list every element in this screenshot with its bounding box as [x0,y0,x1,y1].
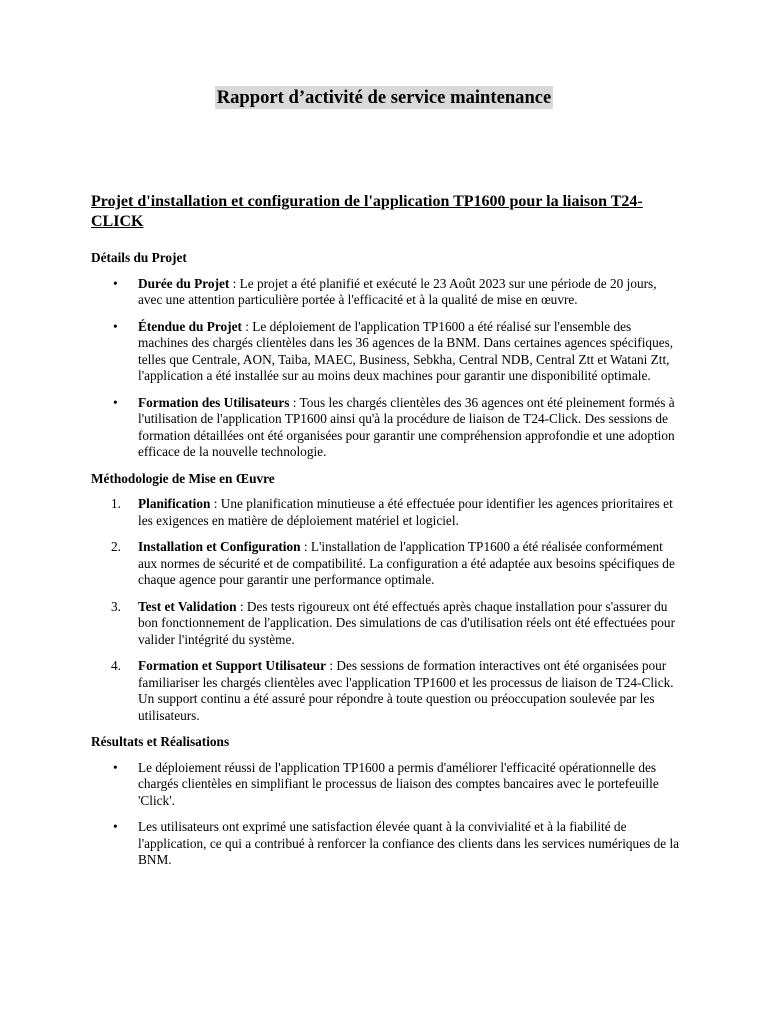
section-heading-results: Résultats et Réalisations [91,734,230,749]
item-label: Formation des Utilisateurs [138,394,290,410]
bullet-icon: • [113,318,118,334]
list-item [91,539,681,589]
results-list [91,760,681,869]
item-text: : Des tests rigoureux ont été effectués après chaque installation pour s'assurer du bon fonctionnement de l'application. Des simulations de cas d'utilisation réels ont été effectuées pour valider l'intégrité du système. [138,598,676,647]
item-label: Installation et Configuration [138,539,301,554]
item-label: Étendue du Projet [138,318,242,334]
project-title: Projet d'installation et configuration de l'application TP1600 pour la liaison T24-CLICK [91,193,643,230]
item-text: : Le déploiement de l'application TP1600 a été réalisé sur l'ensemble des machines des chargés clientèles dans les 36 agences de la BNM. Dans certaines agences spécifiques, telles que Centrale, AON, Taiba, MAEC, Business, Sebkha, Central NDB, Central Ztt et Watani Ztt, l'application a été installée sur au moins deux machines pour garantir une disponibilité optimale. [138,318,674,383]
item-number: 2. [111,539,121,554]
list-item [91,760,681,810]
list-item [91,276,681,309]
item-text: : L'installation de l'application TP1600 a été réalisée conformément aux normes de sécurité et de compatibilité. La configuration a été adaptée aux besoins spécifiques de chaque agence pour garantir une performance optimale. [138,539,675,587]
list-item [91,319,681,385]
bullet-icon: • [113,759,118,775]
details-list [91,276,681,461]
document-content [91,192,681,879]
item-number: 4. [111,658,121,673]
item-number: 1. [111,496,121,511]
item-text: Les utilisateurs ont exprimé une satisfaction élevée quant à la convivialité et à la fiabilité de l'application, ce qui a contribué à renforcer la confiance des clients dans les services numériques de la BNM. [138,819,680,867]
item-label: Formation et Support Utilisateur [138,658,326,673]
item-label: Planification [138,496,211,511]
section-heading-details: Détails du Projet [91,250,187,265]
bullet-icon: • [113,394,118,410]
list-item [91,395,681,461]
bullet-icon: • [113,819,118,834]
list-item [91,599,681,649]
item-text: : Le projet a été planifié et exécuté le 23 Août 2023 sur une période de 20 jours, avec une attention particulière portée à l'efficacité et à la qualité de mise en œuvre. [138,275,657,307]
item-text: : Tous les chargés clientèles des 36 agences ont été pleinement formés à l'utilisation de l'application TP1600 ainsi qu'à la procédure de liaison de T24-Click. Des sessions de formation détaillées ont été organisées pour garantir une compréhension approfondie et une adoption efficace de la nouvelle technologie. [138,394,675,459]
list-item [91,819,681,869]
item-text: : Une planification minutieuse a été effectuée pour identifier les agences prioritaires et les exigences en matière de déploiement matériel et logiciel. [138,496,673,528]
item-text: Le déploiement réussi de l'application TP1600 a permis d'améliorer l'efficacité opérationnelle des chargés clientèles en simplifiant le processus de liaison des comptes bancaires avec le portefeuille 'Click'. [138,759,659,808]
bullet-icon: • [113,275,118,291]
methodology-list [91,496,681,724]
title-container [0,86,768,109]
item-number: 3. [111,598,121,614]
list-item [91,658,681,724]
list-item [91,496,681,529]
item-text: : Des sessions de formation interactives ont été organisées pour familiariser les chargés clientèles avec l'application TP1600 et les processus de liaison de T24-Click. Un support continu a été assuré pour répondre à toute question ou préoccupation soulevée par les utilisateurs. [138,658,674,723]
item-label: Test et Validation [138,598,237,614]
section-heading-methodology: Méthodologie de Mise en Œuvre [91,470,275,486]
page-title: Rapport d’activité de service maintenance [216,87,552,108]
item-label: Durée du Projet [138,275,230,291]
